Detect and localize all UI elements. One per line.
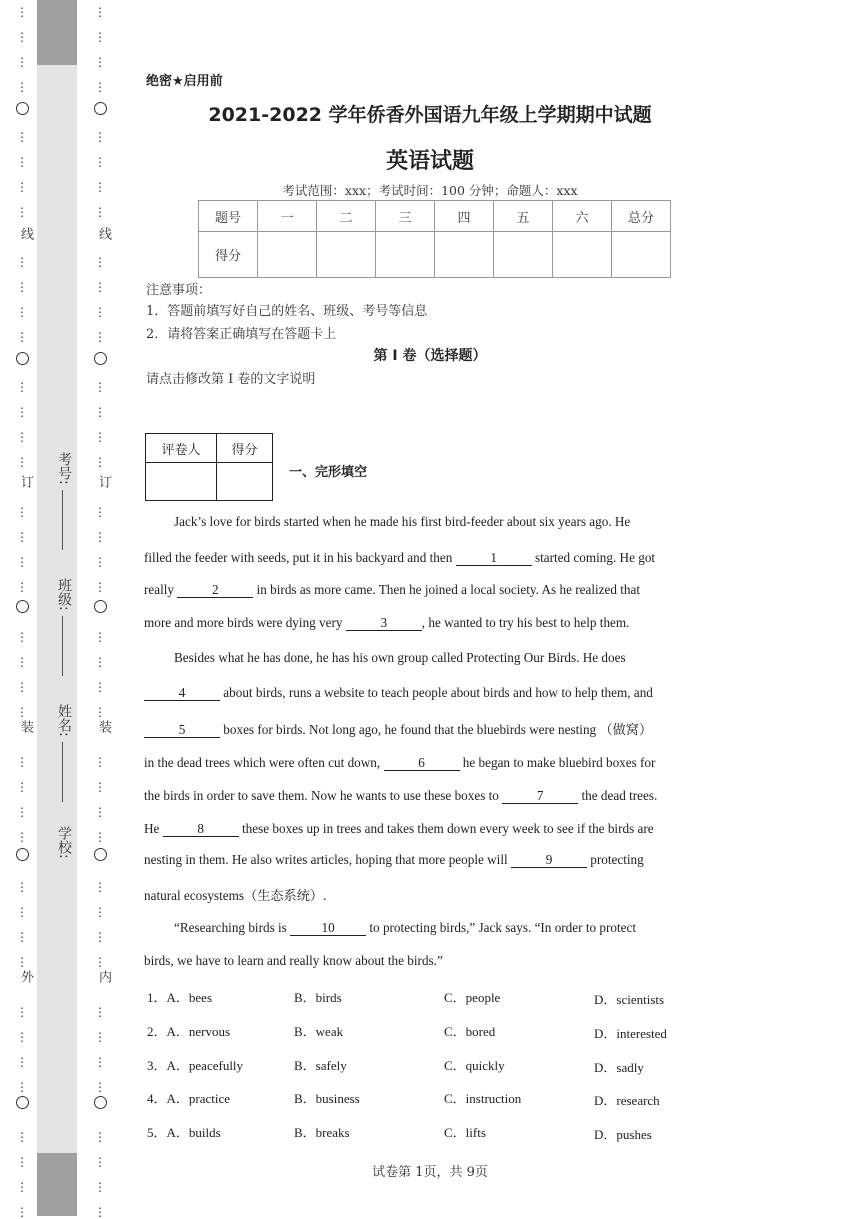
option-text: B．weak <box>294 1024 344 1039</box>
score-cell[interactable] <box>258 232 317 278</box>
answer-option[interactable] <box>594 989 664 1008</box>
passage-line <box>144 852 644 868</box>
confidential-mark: 绝密★启用前 <box>146 74 223 89</box>
score-cell[interactable] <box>376 232 435 278</box>
passage-text: the dead trees. <box>578 788 658 803</box>
binding-dots: ⋮ <box>16 155 28 169</box>
question-number: 3． <box>147 1058 167 1073</box>
binding-dots: ⋮ <box>94 930 106 944</box>
option-text: A．nervous <box>166 1024 231 1039</box>
passage-text: , he wanted to try his best to help them. <box>421 615 630 630</box>
class-line <box>62 616 63 676</box>
cloze-blank[interactable]: 6 <box>384 756 460 771</box>
cloze-blank[interactable]: 1 <box>456 551 532 566</box>
answer-option[interactable] <box>294 1088 360 1107</box>
binding-dots: ⋮ <box>16 1005 28 1019</box>
passage-line <box>144 788 657 804</box>
note-item: 1．答题前填写好自己的姓名、班级、考号等信息 <box>146 304 428 319</box>
part-title: 一、完形填空 <box>289 465 368 480</box>
inner-label-inside: 内 <box>96 970 111 983</box>
binding-dots: ⋮ <box>16 1180 28 1194</box>
passage-line <box>144 821 654 837</box>
cloze-blank[interactable]: 3 <box>346 616 422 631</box>
option-text: C．instruction <box>444 1091 522 1106</box>
binding-dots: ⋮ <box>16 1030 28 1044</box>
passage-line <box>144 719 652 738</box>
passage-line <box>144 550 655 566</box>
binding-dots: ⋮ <box>94 205 106 219</box>
answer-option[interactable] <box>444 1122 486 1141</box>
answer-option[interactable] <box>147 1088 230 1107</box>
passage-text: about birds, runs a website to teach people about birds and how to help them, and <box>220 685 653 700</box>
answer-option[interactable] <box>444 1088 521 1107</box>
option-text: D．pushes <box>594 1127 652 1142</box>
binding-dots: ⋮ <box>16 880 28 894</box>
margin-marker-top <box>37 0 77 65</box>
grader-score-label: 得分 <box>217 434 273 463</box>
passage-text: protecting <box>586 852 644 867</box>
outer-label-outside: 外 <box>18 970 33 983</box>
answer-option[interactable] <box>147 1122 221 1141</box>
cloze-blank[interactable]: 4 <box>144 686 220 701</box>
answer-option[interactable] <box>444 1055 505 1074</box>
binding-dots: ⋮ <box>16 580 28 594</box>
binding-dots: ⋮ <box>16 305 28 319</box>
binding-dots: ⋮ <box>94 1005 106 1019</box>
binding-dots: ⋮ <box>16 930 28 944</box>
question-number: 4． <box>147 1091 167 1106</box>
answer-option[interactable] <box>147 1021 230 1040</box>
binding-dots: ⋮ <box>16 1080 28 1094</box>
binding-dots: ⋮ <box>16 280 28 294</box>
binding-dots: ⋮ <box>94 1155 106 1169</box>
binding-dots: ⋮ <box>94 555 106 569</box>
binding-circle-icon <box>16 848 29 861</box>
score-cell[interactable] <box>494 232 553 278</box>
question-number: 1． <box>147 990 167 1005</box>
score-row-label: 得分 <box>199 232 258 278</box>
outer-label-line: 线 <box>18 227 33 240</box>
binding-dots: ⋮ <box>16 1205 28 1219</box>
notes-heading: 注意事项： <box>146 283 212 298</box>
name-line <box>62 742 63 802</box>
binding-dots: ⋮ <box>16 1155 28 1169</box>
answer-option[interactable] <box>294 1021 343 1040</box>
binding-dots: ⋮ <box>16 755 28 769</box>
binding-circle-icon <box>94 848 107 861</box>
score-header-cell: 三 <box>376 201 435 232</box>
note-item: 2．请将答案正确填写在答题卡上 <box>146 327 337 342</box>
binding-dots: ⋮ <box>16 655 28 669</box>
outer-label-bind: 装 <box>18 720 33 733</box>
option-text: C．bored <box>444 1024 496 1039</box>
binding-dots: ⋮ <box>94 80 106 94</box>
class-label: 班级: <box>56 578 72 611</box>
passage-line <box>144 615 629 631</box>
outer-label-order: 订 <box>18 475 33 488</box>
passage-line <box>144 582 640 598</box>
binding-dots: ⋮ <box>94 55 106 69</box>
binding-dots: ⋮ <box>94 530 106 544</box>
score-cell[interactable] <box>317 232 376 278</box>
binding-dots: ⋮ <box>16 530 28 544</box>
binding-dots: ⋮ <box>94 155 106 169</box>
cloze-blank[interactable]: 7 <box>502 789 578 804</box>
passage-text: He <box>144 821 163 836</box>
binding-dots: ⋮ <box>94 5 106 19</box>
exam-info: 考试范围：xxx；考试时间：100 分钟；命题人：xxx <box>282 183 578 198</box>
binding-dots: ⋮ <box>94 130 106 144</box>
cloze-blank[interactable]: 9 <box>511 853 587 868</box>
binding-dots: ⋮ <box>94 805 106 819</box>
passage-text: nesting in them. He also writes articles, hoping that more people will <box>144 852 511 867</box>
binding-dots: ⋮ <box>16 705 28 719</box>
option-text: B．safely <box>294 1058 347 1073</box>
option-text: B．birds <box>294 990 342 1005</box>
binding-dots: ⋮ <box>16 455 28 469</box>
binding-dots: ⋮ <box>16 55 28 69</box>
passage-line <box>144 885 326 904</box>
answer-option[interactable] <box>594 1057 644 1076</box>
inner-label-line: 线 <box>96 227 111 240</box>
binding-dots: ⋮ <box>16 905 28 919</box>
passage-text: these boxes up in trees and takes them down every week to see if the birds are <box>238 821 654 836</box>
score-cell[interactable] <box>435 232 494 278</box>
binding-dots: ⋮ <box>94 755 106 769</box>
binding-dots: ⋮ <box>94 330 106 344</box>
binding-dots: ⋮ <box>16 780 28 794</box>
binding-dots: ⋮ <box>94 305 106 319</box>
grader-name-cell[interactable] <box>146 463 217 501</box>
answer-option[interactable] <box>594 1124 652 1143</box>
passage-line <box>174 650 626 666</box>
grader-score-cell[interactable] <box>217 463 273 501</box>
binding-dots: ⋮ <box>94 905 106 919</box>
grader-label: 评卷人 <box>146 434 217 463</box>
binding-dots: ⋮ <box>94 1130 106 1144</box>
passage-text: Jack’s love for birds started when he made his first bird-feeder about six years ago. He <box>174 514 631 529</box>
binding-dots: ⋮ <box>16 830 28 844</box>
name-label: 姓名: <box>56 704 72 737</box>
binding-circle-icon <box>94 352 107 365</box>
option-text: A．bees <box>166 990 213 1005</box>
binding-dots: ⋮ <box>16 30 28 44</box>
binding-dots: ⋮ <box>94 180 106 194</box>
answer-option[interactable] <box>294 1055 347 1074</box>
grader-box <box>145 433 273 501</box>
answer-option[interactable] <box>294 1122 350 1141</box>
answer-option[interactable] <box>444 987 500 1006</box>
passage-text: to protecting birds,” Jack says. “In order to protect <box>366 920 636 935</box>
binding-dots: ⋮ <box>94 880 106 894</box>
exam-subtitle: 英语试题 <box>385 149 474 174</box>
score-header-cell: 二 <box>317 201 376 232</box>
passage-text: boxes for birds. Not long ago, he found that the bluebirds were nesting （做窝） <box>220 722 653 737</box>
passage-line <box>174 514 630 530</box>
score-header-cell: 题号 <box>199 201 258 232</box>
passage-line <box>144 685 653 701</box>
cloze-blank[interactable]: 2 <box>177 583 253 598</box>
binding-dots: ⋮ <box>16 555 28 569</box>
score-header-cell: 一 <box>258 201 317 232</box>
score-header-cell: 总分 <box>612 201 671 232</box>
passage-text: started coming. He got <box>531 550 656 565</box>
binding-dots: ⋮ <box>94 630 106 644</box>
score-table <box>198 200 671 278</box>
option-text: D．research <box>594 1093 660 1108</box>
score-header-cell: 五 <box>494 201 553 232</box>
cloze-blank[interactable]: 5 <box>144 723 220 738</box>
binding-dots: ⋮ <box>16 5 28 19</box>
binding-circle-icon <box>94 1096 107 1109</box>
question-number: 5． <box>147 1125 167 1140</box>
passage-text: filled the feeder with seeds, put it in his backyard and then <box>144 550 456 565</box>
answer-option[interactable] <box>147 1055 243 1074</box>
binding-dots: ⋮ <box>94 405 106 419</box>
binding-dots: ⋮ <box>16 955 28 969</box>
section-description[interactable]: 请点击修改第 I 卷的文字说明 <box>146 372 316 387</box>
option-text: C．quickly <box>444 1058 505 1073</box>
passage-text: the birds in order to save them. Now he wants to use these boxes to <box>144 788 503 803</box>
binding-dots: ⋮ <box>16 380 28 394</box>
binding-dots: ⋮ <box>16 255 28 269</box>
binding-dots: ⋮ <box>94 780 106 794</box>
binding-dots: ⋮ <box>94 1180 106 1194</box>
binding-dots: ⋮ <box>94 830 106 844</box>
binding-dots: ⋮ <box>16 205 28 219</box>
binding-circle-icon <box>94 102 107 115</box>
binding-dots: ⋮ <box>16 405 28 419</box>
binding-circle-icon <box>16 1096 29 1109</box>
binding-dots: ⋮ <box>16 680 28 694</box>
score-cell[interactable] <box>553 232 612 278</box>
binding-dots: ⋮ <box>94 455 106 469</box>
passage-text: more and more birds were dying very <box>144 615 346 630</box>
passage-line <box>174 920 636 936</box>
binding-dots: ⋮ <box>94 955 106 969</box>
binding-dots: ⋮ <box>16 330 28 344</box>
score-header-cell: 六 <box>553 201 612 232</box>
answer-option[interactable] <box>294 987 342 1006</box>
cloze-blank[interactable]: 10 <box>290 921 366 936</box>
binding-dots: ⋮ <box>94 280 106 294</box>
binding-dots: ⋮ <box>16 805 28 819</box>
exam-number-label: 考号: <box>56 452 72 485</box>
binding-dots: ⋮ <box>94 1030 106 1044</box>
binding-circle-icon <box>16 352 29 365</box>
passage-text: really <box>144 582 178 597</box>
inner-label-order: 订 <box>96 475 111 488</box>
passage-text: birds, we have to learn and really know about the birds.” <box>144 953 443 968</box>
binding-dots: ⋮ <box>94 655 106 669</box>
exam-number-line <box>62 490 63 550</box>
exam-title: 2021-2022 学年侨香外国语九年级上学期期中试题 <box>208 104 652 126</box>
binding-dots: ⋮ <box>16 505 28 519</box>
passage-text: “Researching birds is <box>174 920 291 935</box>
passage-line <box>144 953 443 969</box>
answer-option[interactable] <box>147 987 212 1006</box>
cloze-blank[interactable]: 8 <box>163 822 239 837</box>
passage-text: Besides what he has done, he has his own group called Protecting Our Birds. He does <box>174 650 626 665</box>
binding-dots: ⋮ <box>94 705 106 719</box>
binding-dots: ⋮ <box>16 180 28 194</box>
binding-dots: ⋮ <box>94 505 106 519</box>
binding-dots: ⋮ <box>94 1205 106 1219</box>
binding-dots: ⋮ <box>94 680 106 694</box>
option-text: B．breaks <box>294 1125 350 1140</box>
binding-dots: ⋮ <box>94 580 106 594</box>
binding-dots: ⋮ <box>94 255 106 269</box>
score-header-cell: 四 <box>435 201 494 232</box>
question-number: 2． <box>147 1024 167 1039</box>
passage-line <box>144 755 655 771</box>
binding-dots: ⋮ <box>16 1055 28 1069</box>
binding-circle-icon <box>16 102 29 115</box>
binding-dots: ⋮ <box>16 80 28 94</box>
inner-label-bind: 装 <box>96 720 111 733</box>
answer-option[interactable] <box>594 1090 660 1109</box>
binding-dots: ⋮ <box>94 430 106 444</box>
binding-dots: ⋮ <box>16 1130 28 1144</box>
passage-text: natural ecosystems（生态系统）. <box>144 888 327 903</box>
binding-circle-icon <box>16 600 29 613</box>
school-label: 学校: <box>56 826 72 859</box>
page-footer: 试卷第 1页，共 9页 <box>372 1165 488 1180</box>
option-text: D．scientists <box>594 992 665 1007</box>
answer-option[interactable] <box>594 1023 667 1042</box>
passage-text: in the dead trees which were often cut down, <box>144 755 384 770</box>
answer-option[interactable] <box>444 1021 495 1040</box>
binding-dots: ⋮ <box>16 130 28 144</box>
option-text: A．practice <box>166 1091 231 1106</box>
score-cell[interactable] <box>612 232 671 278</box>
option-text: B．business <box>294 1091 360 1106</box>
binding-dots: ⋮ <box>16 430 28 444</box>
option-text: D．interested <box>594 1026 667 1041</box>
passage-text: he began to make bluebird boxes for <box>459 755 656 770</box>
binding-dots: ⋮ <box>94 1055 106 1069</box>
binding-dots: ⋮ <box>94 380 106 394</box>
passage-text: in birds as more came. Then he joined a local society. As he realized that <box>253 582 641 597</box>
binding-circle-icon <box>94 600 107 613</box>
section-title: 第 I 卷（选择题） <box>373 348 487 364</box>
binding-dots: ⋮ <box>94 30 106 44</box>
option-text: C．people <box>444 990 501 1005</box>
binding-dots: ⋮ <box>94 1080 106 1094</box>
option-text: D．sadly <box>594 1060 644 1075</box>
binding-dots: ⋮ <box>16 630 28 644</box>
option-text: A．peacefully <box>166 1058 244 1073</box>
option-text: C．lifts <box>444 1125 486 1140</box>
option-text: A．builds <box>166 1125 221 1140</box>
